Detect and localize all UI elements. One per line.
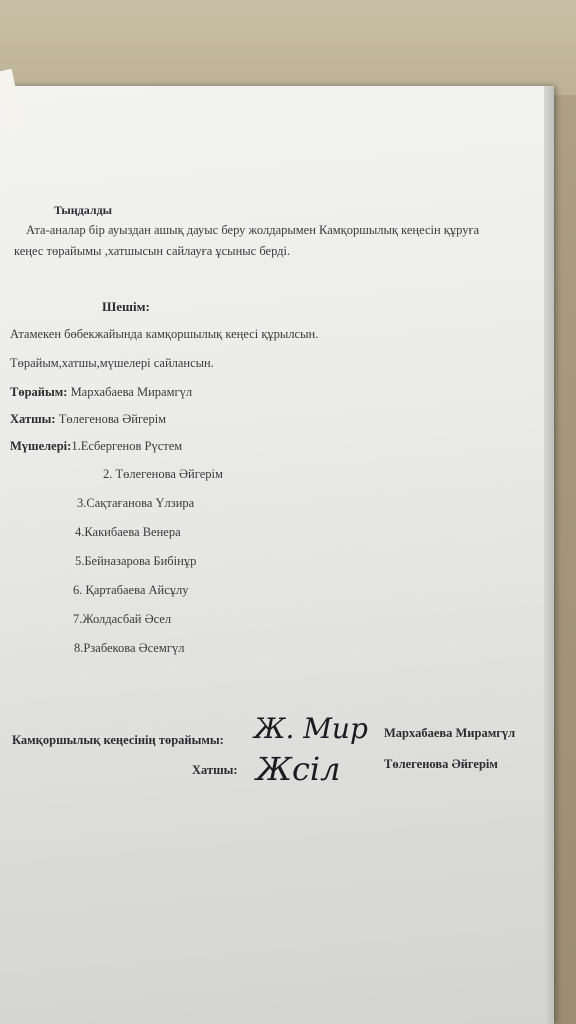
member-item: 8.Рзабекова Әсемгүл	[74, 641, 185, 655]
chair-row	[10, 385, 192, 400]
member-item: 3.Сақтағанова Үлзира	[77, 496, 195, 510]
member-item: 2. Төлегенова Әйгерім	[103, 467, 223, 481]
paper-edge	[544, 86, 554, 1024]
secretary-name: Төлегенова Әйгерім	[55, 412, 167, 426]
secretary-signature-label: Хатшы:	[192, 763, 238, 777]
member-item: 4.Какибаева Венера	[75, 525, 181, 539]
member-item: 7.Жолдасбай Әсел	[73, 612, 172, 626]
chair-label: Төрайым:	[10, 385, 68, 399]
secretary-label: Хатшы:	[10, 412, 56, 426]
members-label: Мүшелері:	[10, 439, 72, 453]
secretary-signature: Жсіл	[256, 750, 341, 788]
chair-signature-label: Камқоршылық кеңесінің төрайымы:	[12, 733, 224, 747]
decision-title: Шешім:	[102, 299, 150, 314]
heard-line-2: кеңес төрайымы ,хатшысын сайлауға ұсыныс берді.	[14, 244, 291, 258]
member-item: 5.Бейназарова Бибінұр	[75, 554, 197, 568]
chair-signature-name: Мархабаева Мирамгүл	[384, 726, 516, 740]
members-row	[10, 439, 182, 454]
decision-line-1: Атамекен бөбекжайында камқоршылық кеңесі құрылсын.	[10, 327, 319, 341]
chair-name: Мархабаева Мирамгүл	[67, 385, 193, 399]
heard-title: Тыңдалды	[54, 203, 113, 217]
desk-surface	[0, 0, 576, 95]
member-item: 6. Қартабаева Айсұлу	[73, 583, 189, 597]
chair-signature: Ж. Мир	[254, 712, 368, 745]
member-item: 1.Есбергенов Рүстем	[71, 439, 183, 453]
secretary-signature-name: Төлегенова Әйгерім	[384, 757, 498, 771]
decision-line-2: Төрайым,хатшы,мүшелері сайлансын.	[10, 356, 214, 370]
heard-line-1: Ата-аналар бір ауыздан ашық дауыс беру жолдарымен Камқоршылық кеңесін құруға	[26, 223, 480, 237]
secretary-row	[10, 412, 166, 427]
